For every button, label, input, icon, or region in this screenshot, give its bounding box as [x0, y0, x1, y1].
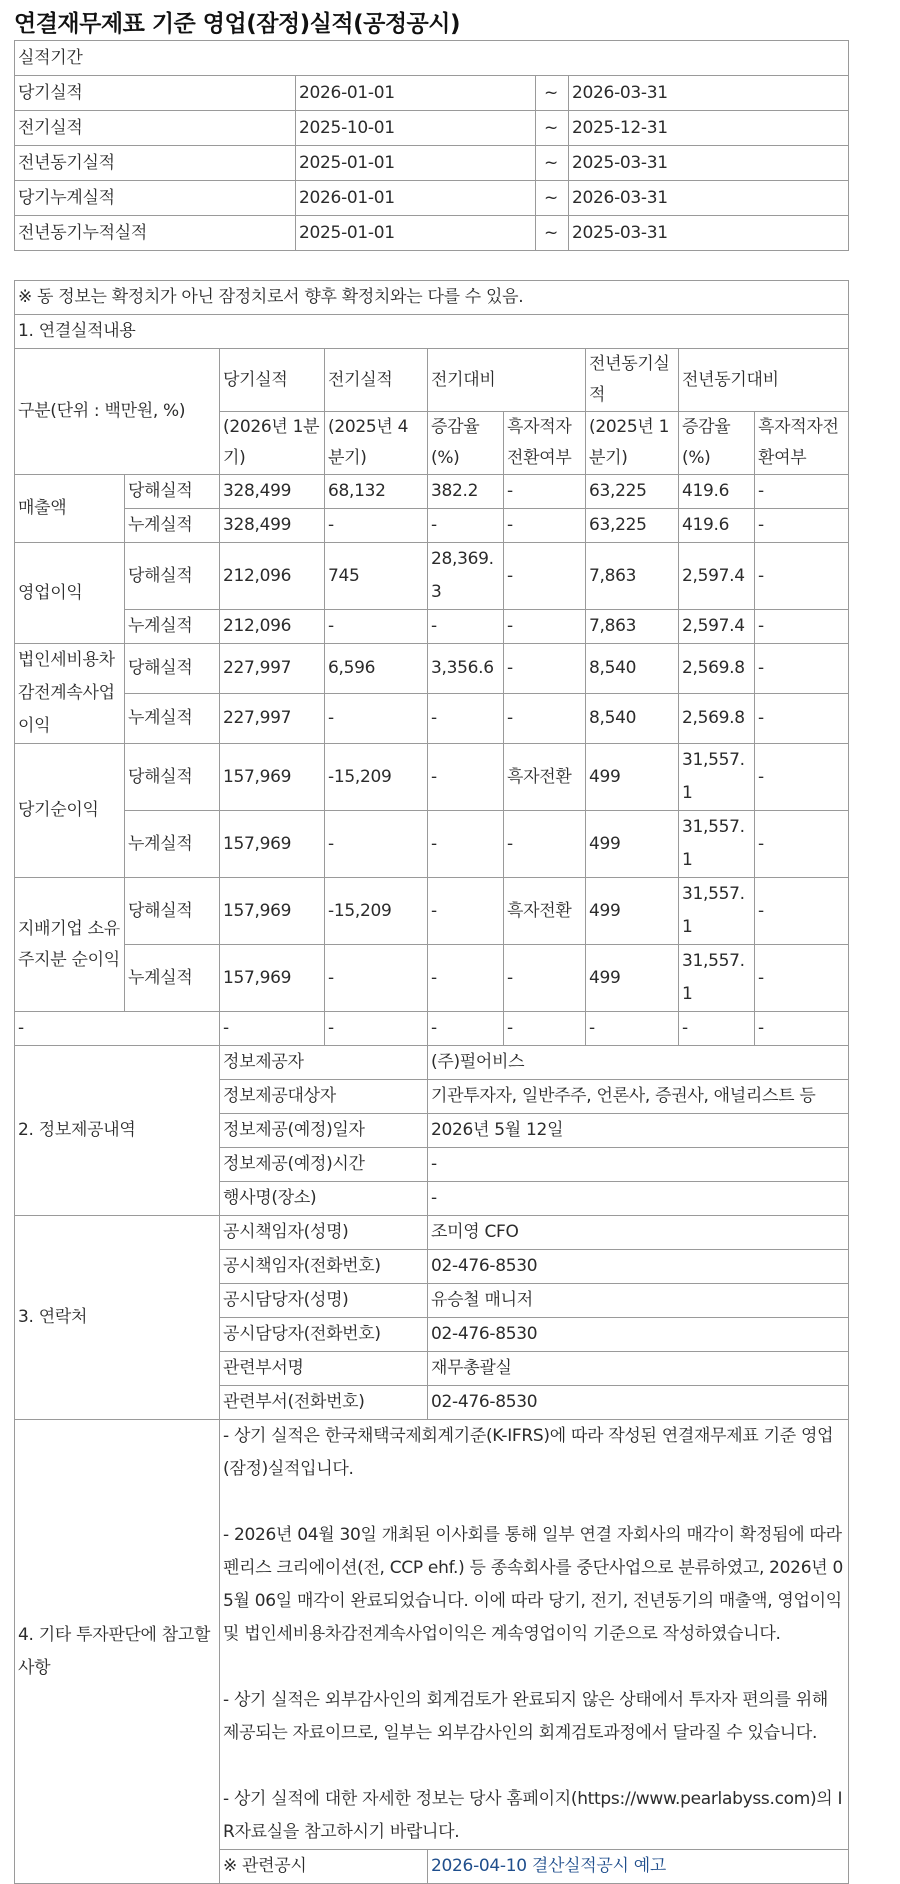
table-row: 지배기업 소유주지분 순이익 당해실적 157,969 -15,209 - 흑자전환 499 31,557.1 -: [15, 878, 849, 945]
contact-row: 공시책임자(전화번호) 02-476-8530: [15, 1250, 849, 1284]
note-paragraph: - 상기 실적에 대한 자세한 정보는 당사 홈페이지(https://www.pearlabyss.com)의 IR자료실을 참고하시기 바랍니다.: [223, 1789, 843, 1842]
header-category: 구분(단위 : 백만원, %): [15, 349, 220, 475]
note-paragraph: - 2026년 04월 30일 개최된 이사회를 통해 일부 연결 자회사의 매각이 확정됨에 따라 펜리스 크리에이션(전, CCP ehf.) 등 종속회사를 중단사업으로 분류하였고, 2026년 05월 06일 매각이 완료되었습니다. 이에 따라 당기, 전기, 전년동기의 매출액, 영업이익 및 법인세비용차감전계속사업이익은 계속영업이익 기준으로 작성하였습니다.: [223, 1525, 843, 1644]
table-row: 누계실적 227,997 - - - 8,540 2,569.8 -: [15, 694, 849, 744]
section-3-label: 3. 연락처: [15, 1216, 220, 1420]
period-row: 전년동기실적 2025-01-01 ~ 2025-03-31: [15, 146, 849, 181]
contact-row: 공시담당자(성명) 유승철 매니저: [15, 1284, 849, 1318]
item-label: 법인세비용차감전계속사업이익: [15, 644, 125, 744]
table-row: 누계실적 157,969 - - - 499 31,557.1 -: [15, 811, 849, 878]
note-paragraph: - 상기 실적은 한국채택국제회계기준(K-IFRS)에 따라 작성된 연결재무제표 기준 영업(잠정)실적입니다.: [223, 1426, 834, 1479]
header-vs-prev: 전기대비: [428, 349, 586, 412]
table-row: 누계실적 157,969 - - - 499 31,557.1 -: [15, 945, 849, 1012]
info-row: 정보제공(예정)시간 -: [15, 1148, 849, 1182]
header-change-rate: 증감율(%): [428, 412, 504, 475]
contact-row: 관련부서(전화번호) 02-476-8530: [15, 1386, 849, 1420]
section-1-title: 1. 연결실적내용: [15, 315, 849, 349]
item-label: 지배기업 소유주지분 순이익: [15, 878, 125, 1012]
table-row: 법인세비용차감전계속사업이익 당해실적 227,997 6,596 3,356.6 - 8,540 2,569.8 -: [15, 644, 849, 694]
results-table: [14, 280, 849, 1884]
note-paragraph: - 상기 실적은 외부감사인의 회계검토가 완료되지 않은 상태에서 투자자 편의를 위해 제공되는 자료이므로, 일부는 외부감사인의 회계검토과정에서 달라질 수 있습니다.: [223, 1690, 829, 1743]
header-vs-yoy: 전년동기대비: [679, 349, 849, 412]
table-row: - - - - - - - -: [15, 1012, 849, 1046]
item-label: 당기순이익: [15, 744, 125, 878]
table-row: 매출액 당해실적 328,499 68,132 382.2 - 63,225 419.6 -: [15, 475, 849, 509]
header-prev-sub: (2025년 4분기): [325, 412, 428, 475]
period-row: 당기실적 2026-01-01 ~ 2026-03-31: [15, 76, 849, 111]
info-row: 정보제공대상자 기관투자자, 일반주주, 언론사, 증권사, 애널리스트 등: [15, 1080, 849, 1114]
page-title: 연결재무제표 기준 영업(잠정)실적(공정공시): [14, 11, 460, 37]
related-disclosure-link[interactable]: 2026-04-10 결산실적공시 예고: [428, 1850, 849, 1884]
header-change-rate: 증감율(%): [679, 412, 755, 475]
section-4-label: 4. 기타 투자판단에 참고할 사항: [15, 1420, 220, 1884]
section-4-notes: [220, 1420, 849, 1850]
contact-row: 공시담당자(전화번호) 02-476-8530: [15, 1318, 849, 1352]
item-label: 영업이익: [15, 543, 125, 644]
table-row: 당기순이익 당해실적 157,969 -15,209 - 흑자전환 499 31,557.1 -: [15, 744, 849, 811]
header-yoy: 전년동기실적: [586, 349, 679, 412]
table-row: 누계실적 212,096 - - - 7,863 2,597.4 -: [15, 610, 849, 644]
table-row: 누계실적 328,499 - - - 63,225 419.6 -: [15, 509, 849, 543]
header-prev: 전기실적: [325, 349, 428, 412]
section-2-label: 2. 정보제공내역: [15, 1046, 220, 1216]
disclosure-document: [14, 0, 848, 1884]
info-row: 정보제공(예정)일자 2026년 5월 12일: [15, 1114, 849, 1148]
info-row: 행사명(장소) -: [15, 1182, 849, 1216]
contact-row: 3. 연락처 공시책임자(성명) 조미영 CFO: [15, 1216, 849, 1250]
period-table: [14, 40, 849, 251]
item-label: 매출액: [15, 475, 125, 543]
period-row: 전년동기누적실적 2025-01-01 ~ 2025-03-31: [15, 216, 849, 251]
header-turn: 흑자적자전환여부: [755, 412, 849, 475]
period-header: 실적기간: [15, 41, 849, 76]
table-row: 영업이익 당해실적 212,096 745 28,369.3 - 7,863 2,597.4 -: [15, 543, 849, 610]
period-row: 전기실적 2025-10-01 ~ 2025-12-31: [15, 111, 849, 146]
period-row: 당기누계실적 2026-01-01 ~ 2026-03-31: [15, 181, 849, 216]
notice-text: ※ 동 정보는 확정치가 아닌 잠정치로서 향후 확정치와는 다를 수 있음.: [15, 281, 849, 315]
header-turn: 흑자적자전환여부: [504, 412, 586, 475]
related-label: ※ 관련공시: [220, 1850, 428, 1884]
contact-row: 관련부서명 재무총괄실: [15, 1352, 849, 1386]
header-current: 당기실적: [220, 349, 325, 412]
header-current-sub: (2026년 1분기): [220, 412, 325, 475]
info-row: 2. 정보제공내역 정보제공자 (주)펄어비스: [15, 1046, 849, 1080]
header-yoy-sub: (2025년 1분기): [586, 412, 679, 475]
